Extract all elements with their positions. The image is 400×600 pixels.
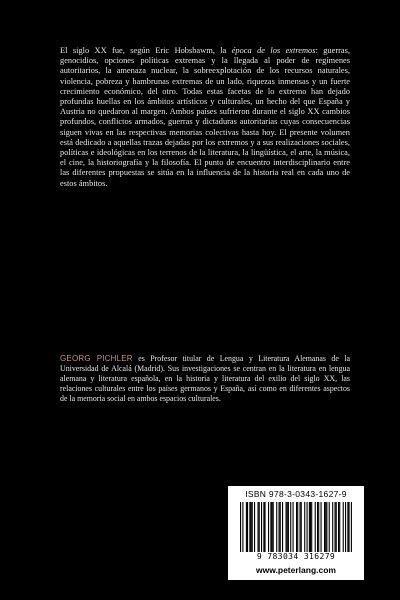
barcode-bar xyxy=(297,502,298,552)
barcode-bar xyxy=(309,502,310,552)
barcode-bar xyxy=(347,502,348,552)
barcode-bar xyxy=(336,502,337,552)
barcode-bar xyxy=(272,502,273,552)
blurb-text-part2: : guerras, genocidios, opciones políticas extremas y la llegada al poder de regímenes autoritarios, la amenaza nuclear, la sobreexplotación de los recursos naturales, violencia, pobreza y hambrunas extremas de un lado, riquezas inmensas y un fuerte crecimiento económico, del otro. Todas estas facetas de lo extremo han dejado profundas huellas en los ámbitos artísticos y culturales, un hecho del que España y Austria no quedaron al margen. Ambos países sufrieron durante el siglo XX cambios profundos, conflictos armados, guerras y dictaduras autoritarias cuyas consecuencias siguen vivas en las respectivas memorias colectivas hasta hoy. El presente volumen está dedicado a aquellas trazas dejadas por los extremos y a sus realizaciones sociales, políticas e ideológicas en los terrenos de la literatura, la lingüística, el arte, la música, el cine, la historiografía y la filosofía. El punto de encuentro interdisciplinario entre las diferentes propuestas se sitúa en la influencia de la historia real en cada uno de estos ámbitos. xyxy=(60,46,350,188)
barcode-bar xyxy=(335,502,336,552)
barcode-bar xyxy=(263,502,264,552)
barcode-bar xyxy=(240,502,241,552)
barcode-bar xyxy=(247,502,248,552)
barcode-bar xyxy=(332,502,333,552)
barcode-bar xyxy=(270,502,271,552)
barcode-bar xyxy=(325,502,326,552)
barcode-bar xyxy=(329,502,330,552)
barcode-bar xyxy=(249,502,250,552)
barcode-bar xyxy=(324,502,325,552)
barcode-bar xyxy=(318,502,319,552)
barcode-bar xyxy=(307,502,308,552)
barcode-bar xyxy=(349,502,350,552)
back-cover-blurb xyxy=(60,46,350,189)
barcode-panel xyxy=(228,486,364,580)
barcode-bar xyxy=(259,502,260,552)
barcode-bar xyxy=(265,502,266,552)
author-bio xyxy=(60,354,350,404)
barcode-bar xyxy=(251,502,252,552)
barcode-bar xyxy=(345,502,346,552)
barcode-bar xyxy=(261,502,262,552)
blurb-text-part1: El siglo XX fue, según Eric Hobsbawm, la xyxy=(60,46,232,55)
barcode-bar xyxy=(310,502,311,552)
barcode-bar xyxy=(315,502,316,552)
barcode-bar xyxy=(290,502,291,552)
barcode-bar xyxy=(321,502,322,552)
barcode-bar xyxy=(273,502,274,552)
barcode-bar xyxy=(343,502,344,552)
barcode-bar xyxy=(288,502,289,552)
barcode-bar xyxy=(258,502,259,552)
barcode-bar xyxy=(268,502,269,552)
barcode-digits: 9 783034 316279 xyxy=(256,552,336,561)
barcode-bar xyxy=(287,502,288,552)
barcode-bar xyxy=(317,502,318,552)
barcode-bar xyxy=(339,502,340,552)
barcode-bar xyxy=(254,502,255,552)
barcode-bar xyxy=(279,502,280,552)
barcode-bar xyxy=(338,502,339,552)
barcode-bar xyxy=(246,502,247,552)
barcode-bar xyxy=(282,502,283,552)
barcode-bar xyxy=(351,502,352,552)
barcode-bar xyxy=(242,502,243,552)
author-bio-text: es Profesor titular de Lengua y Literatura Alemanas de la Universidad de Alcalá (Madrid). Sus investigaciones se centran en la literatura en lengua alemana y literatura española, en la historia y literatura del exilio del siglo XX, las relaciones culturales entre los países germanos y España, así como en diferentes aspectos de la memoria social en ambos espacios culturales. xyxy=(60,354,351,403)
isbn-label: ISBN 978-3-0343-1627-9 xyxy=(245,489,347,499)
publisher-url: www.peterlang.com xyxy=(256,565,336,575)
barcode-bar xyxy=(326,502,327,552)
barcode-bar xyxy=(286,502,287,552)
barcode-bar xyxy=(301,502,302,552)
barcode-bar xyxy=(300,502,301,552)
barcode-bar xyxy=(311,502,312,552)
blurb-italic-title: época de los extremos xyxy=(231,46,316,55)
barcode-bar xyxy=(304,502,305,552)
barcode-bar xyxy=(280,502,281,552)
barcode-bars xyxy=(240,502,352,552)
barcode-bar xyxy=(293,502,294,552)
barcode-bar xyxy=(296,502,297,552)
barcode-bar xyxy=(252,502,253,552)
barcode-bar xyxy=(276,502,277,552)
author-name: GEORG PICHLER xyxy=(60,354,133,363)
